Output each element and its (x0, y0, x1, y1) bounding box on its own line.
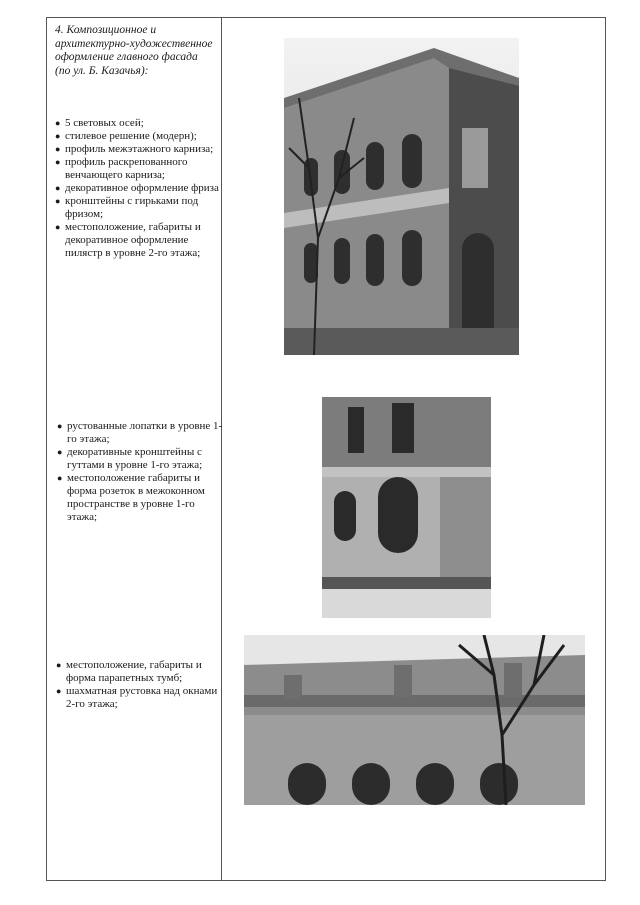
list-item: ● местоположение, габариты и декоративное оформление пилястр в уровне 2-го этажа; (55, 221, 221, 260)
facade-photo-1 (284, 38, 519, 355)
list-item: ● рустованные лопатки в уровне 1-го этажа; (57, 420, 223, 446)
feature-list-2 (57, 420, 223, 524)
feature-list-1 (55, 117, 221, 260)
list-item: ● местоположение габариты и форма розеток в межоконном пространстве в уровне 1-го этажа; (57, 472, 223, 524)
list-item: ● декоративное оформление фриза (55, 182, 221, 195)
feature-list-3 (56, 659, 222, 711)
facade-photo-2 (322, 397, 491, 618)
facade-photo-3 (244, 635, 585, 805)
list-item: ● стилевое решение (модерн); (55, 130, 221, 143)
list-item: ● шахматная рустовка над окнами 2-го этажа; (56, 685, 222, 711)
list-item: ● декоративные кронштейны с гуттами в уровне 1-го этажа; (57, 446, 223, 472)
list-item: ● местоположение, габариты и форма парапетных тумб; (56, 659, 222, 685)
list-item: ● профиль раскрепованного венчающего карниза; (55, 156, 221, 182)
list-item: ● кронштейны с гирьками под фризом; (55, 195, 221, 221)
list-item: ● 5 световых осей; (55, 117, 221, 130)
section-heading: 4. Композиционное и архитектурно-художественное оформление главного фасада (по ул. Б. Казачья): (55, 24, 213, 77)
list-item: ● профиль межэтажного карниза; (55, 143, 221, 156)
